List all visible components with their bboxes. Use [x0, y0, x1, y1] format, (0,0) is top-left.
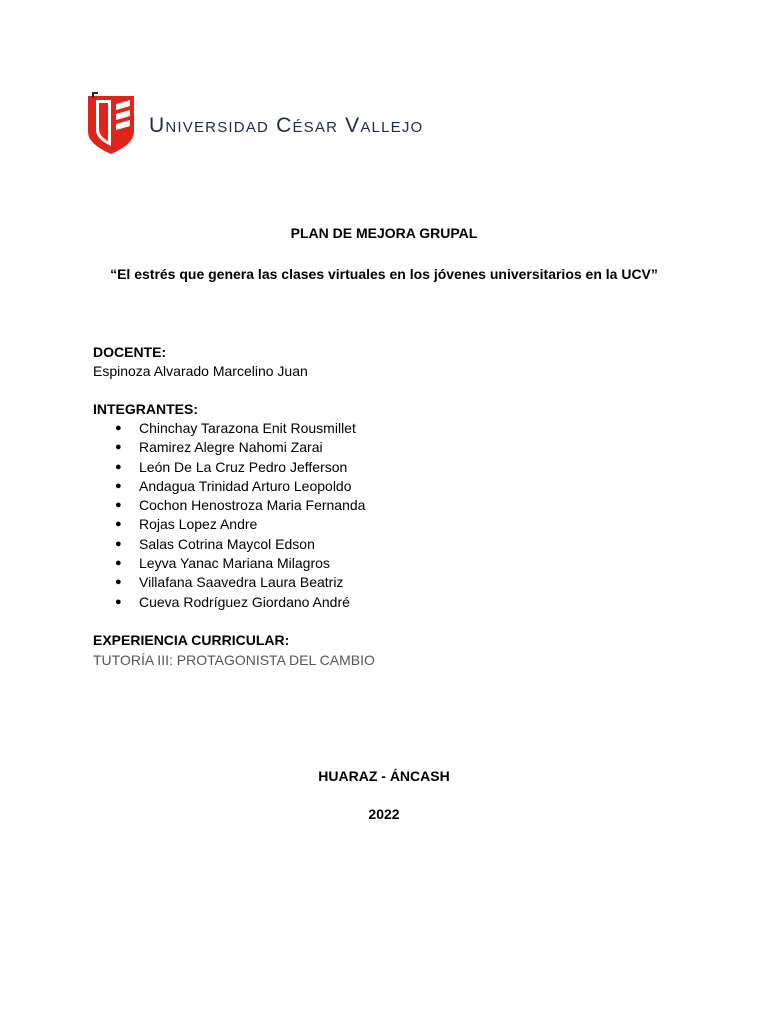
bullet-icon: ●: [115, 576, 122, 589]
place-label: HUARAZ - ÁNCASH: [318, 768, 450, 784]
list-item: [93, 573, 365, 592]
bullet-icon: ●: [115, 499, 122, 512]
document-subtitle: “El estrés que genera las clases virtuales en los jóvenes universitarios en la UCV”: [110, 266, 658, 282]
bullet-icon: ●: [115, 518, 122, 531]
list-item: [93, 554, 365, 573]
university-name: Universidad César Vallejo: [149, 114, 424, 137]
document-title: PLAN DE MEJORA GRUPAL: [290, 225, 478, 241]
member-name: Andagua Trinidad Arturo Leopoldo: [139, 477, 352, 494]
member-name: Villafana Saavedra Laura Beatriz: [139, 574, 344, 591]
member-name: Chinchay Tarazona Enit Rousmillet: [139, 420, 356, 436]
bullet-icon: ●: [115, 479, 122, 492]
bullet-icon: ●: [115, 441, 122, 454]
bullet-icon: ●: [115, 557, 122, 570]
member-name: Ramirez Alegre Nahomi Zarai: [139, 439, 323, 456]
member-name: Salas Cotrina Maycol Edson: [139, 535, 315, 552]
docente-label: DOCENTE:: [93, 344, 167, 360]
list-item: [93, 593, 365, 612]
experiencia-value: TUTORÍA III: PROTAGONISTA DEL CAMBIO: [93, 652, 375, 668]
list-item: [93, 458, 365, 477]
member-name: Rojas Lopez Andre: [139, 516, 258, 533]
bullet-icon: ●: [115, 595, 122, 608]
list-item: [93, 477, 365, 496]
university-logo: [84, 92, 464, 158]
ucv-shield-icon: [84, 92, 138, 156]
member-name: Cochon Henostroza Maria Fernanda: [139, 497, 366, 514]
member-name: Cueva Rodríguez Giordano André: [139, 593, 350, 610]
integrantes-list: [93, 419, 365, 612]
year-label: 2022: [368, 806, 400, 822]
list-item: [93, 515, 365, 534]
member-name: León De La Cruz Pedro Jefferson: [139, 458, 348, 475]
list-item: [93, 496, 365, 515]
bullet-icon: ●: [115, 460, 122, 473]
list-item: [93, 535, 365, 554]
docente-value: Espinoza Alvarado Marcelino Juan: [93, 363, 308, 379]
integrantes-label: INTEGRANTES:: [93, 401, 198, 417]
list-item: [93, 419, 365, 438]
experiencia-label: EXPERIENCIA CURRICULAR:: [93, 632, 290, 648]
bullet-icon: ●: [115, 537, 122, 550]
bullet-icon: ●: [115, 422, 122, 434]
list-item: [93, 438, 365, 457]
member-name: Leyva Yanac Mariana Milagros: [139, 555, 330, 572]
